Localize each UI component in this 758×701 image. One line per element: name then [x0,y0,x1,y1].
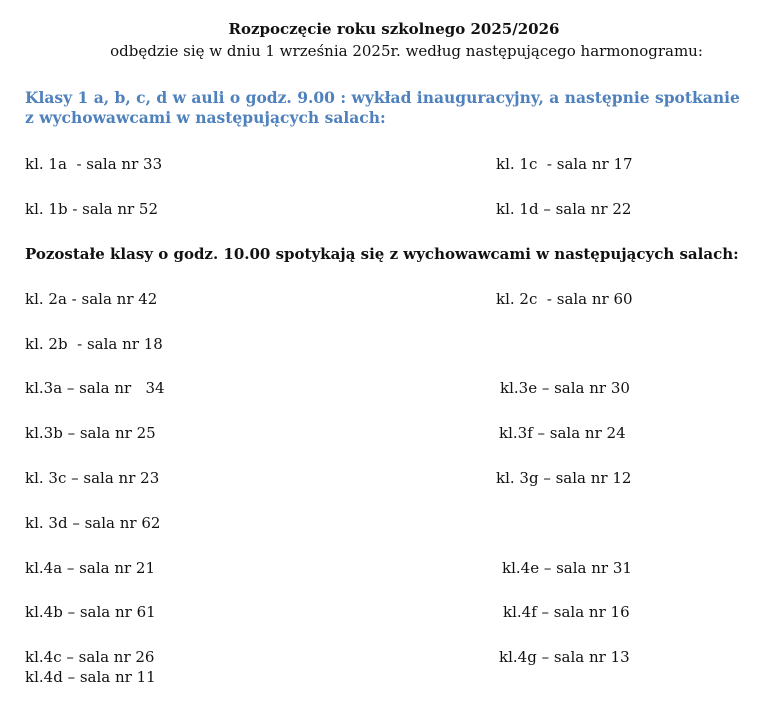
room-entry-3c: kl. 3c – sala nr 23 [25,469,160,487]
room-entry-2c: kl. 2c - sala nr 60 [496,290,633,308]
room-entry-4g: kl.4g – sala nr 13 [499,648,630,666]
room-entry-4b: kl.4b – sala nr 61 [25,603,156,621]
room-entry-4a: kl.4a – sala nr 21 [25,559,156,577]
room-entry-3e: kl.3e – sala nr 30 [500,379,630,397]
room-entry-4d: kl.4d – sala nr 11 [25,668,156,686]
room-entry-3a: kl.3a – sala nr 34 [25,379,165,397]
first-classes-heading: Klasy 1 a, b, c, d w auli o godz. 9.00 : wykład inauguracyjny, a następnie spotkanie z wychowawcami w następujących salach: [25,88,740,127]
room-entry-1a: kl. 1a - sala nr 33 [25,155,163,173]
room-entry-3g: kl. 3g – sala nr 12 [496,469,632,487]
room-entry-4f: kl.4f – sala nr 16 [503,603,630,621]
room-entry-1b: kl. 1b - sala nr 52 [25,200,159,218]
room-entry-2b: kl. 2b - sala nr 18 [25,335,163,353]
room-entry-4e: kl.4e – sala nr 31 [502,559,632,577]
room-entry-1d: kl. 1d – sala nr 22 [496,200,632,218]
room-entry-3d: kl. 3d – sala nr 62 [25,514,161,532]
room-entry-2a: kl. 2a - sala nr 42 [25,290,158,308]
room-entry-3b: kl.3b – sala nr 25 [25,424,156,442]
other-classes-heading: Pozostałe klasy o godz. 10.00 spotykają się z wychowawcami w następujących salach: [25,245,739,263]
room-entry-1c: kl. 1c - sala nr 17 [496,155,633,173]
room-entry-3f: kl.3f – sala nr 24 [499,424,626,442]
room-entry-4c: kl.4c – sala nr 26 [25,648,155,666]
document-subtitle: odbędzie się w dniu 1 września 2025r. według następującego harmonogramu: [110,42,703,60]
document-title: Rozpoczęcie roku szkolnego 2025/2026 [228,20,560,38]
